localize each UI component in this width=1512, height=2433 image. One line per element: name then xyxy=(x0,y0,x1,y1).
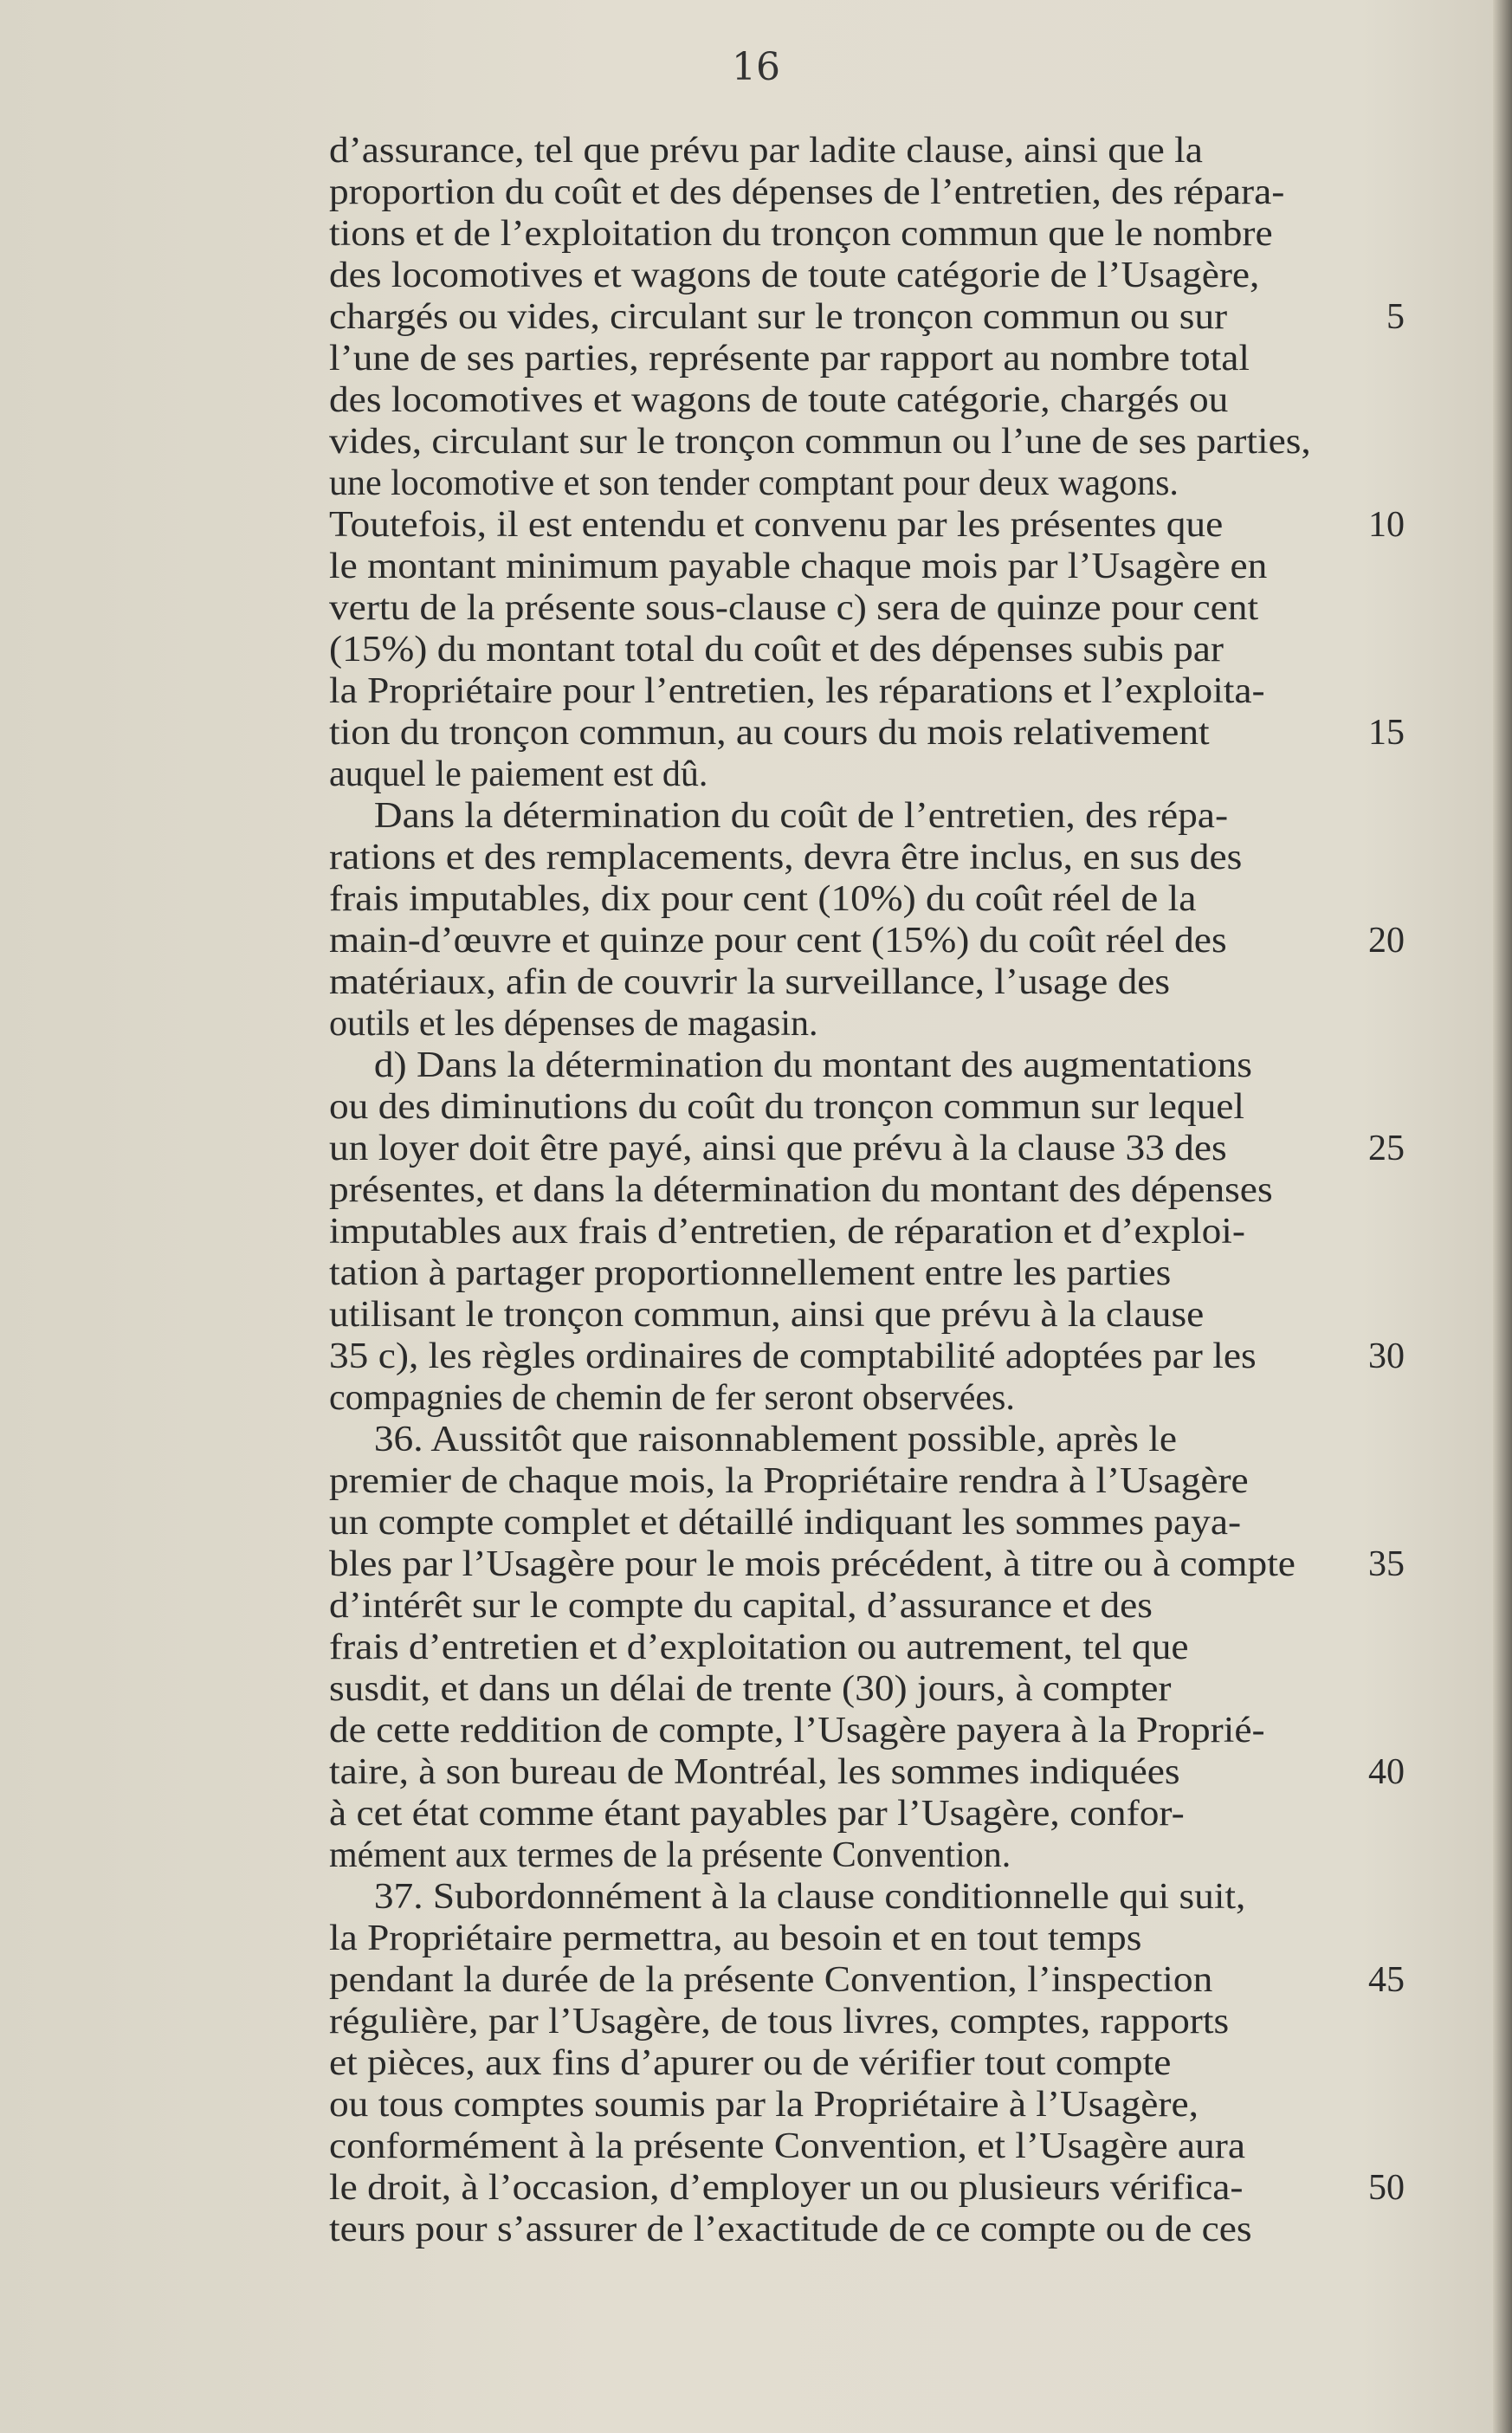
text-line xyxy=(329,1419,1403,1460)
line-text: présentes, et dans la détermination du montant des dépenses xyxy=(329,1170,1273,1210)
line-text: une locomotive et son tender comptant pour deux wagons. xyxy=(329,463,1179,503)
line-text: rations et des remplacements, devra être inclus, en sus des xyxy=(329,838,1243,877)
line-text: premier de chaque mois, la Propriétaire rendra à l’Usagère xyxy=(329,1461,1249,1501)
line-text: d) Dans la détermination du montant des augmentations xyxy=(373,1045,1252,1085)
text-line xyxy=(329,1169,1403,1211)
line-text: outils et les dépenses de magasin. xyxy=(329,1004,818,1044)
line-text: main-d’œuvre et quinze pour cent (15%) du coût réel des xyxy=(329,921,1227,961)
text-line xyxy=(329,2209,1403,2250)
line-text: un loyer doit être payé, ainsi que prévu à la clause 33 des xyxy=(329,1129,1227,1168)
text-line xyxy=(329,1252,1403,1294)
line-text: tation à partager proportionnellement entre les parties xyxy=(329,1253,1172,1293)
text-line xyxy=(329,1710,1403,1751)
text-line xyxy=(329,1793,1403,1834)
line-number: 30 xyxy=(1368,1336,1405,1376)
line-text: et pièces, aux fins d’apurer ou de vérifier tout compte xyxy=(329,2043,1172,2083)
text-line xyxy=(329,2042,1403,2084)
line-text: d’intérêt sur le compte du capital, d’assurance et des xyxy=(329,1586,1153,1626)
text-line xyxy=(329,961,1403,1003)
line-text: conformément à la présente Convention, et l’Usagère aura xyxy=(329,2126,1245,2166)
text-line xyxy=(329,837,1403,878)
text-line xyxy=(329,171,1403,213)
line-text: utilisant le tronçon commun, ainsi que prévu à la clause xyxy=(329,1295,1205,1335)
text-line xyxy=(329,920,1403,961)
line-text: des locomotives et wagons de toute catégorie, chargés ou xyxy=(329,380,1229,420)
line-text: régulière, par l’Usagère, de tous livres, comptes, rapports xyxy=(329,2002,1230,2042)
line-text: ou tous comptes soumis par la Propriétaire à l’Usagère, xyxy=(329,2085,1199,2125)
line-text: un compte complet et détaillé indiquant les sommes paya- xyxy=(329,1503,1242,1543)
line-number: 35 xyxy=(1368,1544,1405,1584)
line-text: taire, à son bureau de Montréal, les sommes indiquées xyxy=(329,1752,1180,1792)
line-text: chargés ou vides, circulant sur le tronçon commun ou sur xyxy=(329,297,1228,337)
text-line xyxy=(329,1460,1403,1502)
line-number: 20 xyxy=(1368,921,1405,961)
text-line xyxy=(329,878,1403,920)
line-text: Toutefois, il est entendu et convenu par les présentes que xyxy=(329,505,1224,545)
text-line xyxy=(329,504,1403,546)
text-line xyxy=(329,1627,1403,1668)
line-number: 40 xyxy=(1368,1752,1405,1792)
line-number: 10 xyxy=(1368,505,1405,545)
line-text: bles par l’Usagère pour le mois précédent, à titre ou à compte xyxy=(329,1544,1296,1584)
line-text: 36. Aussitôt que raisonnablement possible, après le xyxy=(373,1420,1178,1459)
line-text: d’assurance, tel que prévu par ladite clause, ainsi que la xyxy=(329,131,1203,171)
text-line xyxy=(329,1086,1403,1128)
text-line xyxy=(329,255,1403,296)
line-text: de cette reddition de compte, l’Usagère payera à la Proprié- xyxy=(329,1711,1265,1750)
text-line xyxy=(329,421,1403,463)
text-line xyxy=(329,629,1403,670)
line-text: (15%) du montant total du coût et des dépenses subis par xyxy=(329,630,1224,670)
line-number: 5 xyxy=(1386,297,1405,337)
text-line xyxy=(329,296,1403,338)
text-line xyxy=(329,1668,1403,1710)
line-text: 35 c), les règles ordinaires de comptabilité adoptées par les xyxy=(329,1336,1257,1376)
text-line xyxy=(329,213,1403,255)
line-text: vides, circulant sur le tronçon commun ou l’une de ses parties, xyxy=(329,422,1311,462)
line-text: le droit, à l’occasion, d’employer un ou plusieurs vérifica- xyxy=(329,2168,1244,2208)
text-line xyxy=(329,1502,1403,1543)
text-line xyxy=(329,1876,1403,1918)
line-text: tions et de l’exploitation du tronçon commun que le nombre xyxy=(329,214,1273,254)
line-text: susdit, et dans un délai de trente (30) jours, à compter xyxy=(329,1669,1172,1709)
line-text: vertu de la présente sous-clause c) sera de quinze pour cent xyxy=(329,588,1259,628)
line-text: 37. Subordonnément à la clause conditionnelle qui suit, xyxy=(373,1877,1246,1917)
line-text: la Propriétaire permettra, au besoin et en tout temps xyxy=(329,1919,1142,1958)
text-line xyxy=(329,1377,1403,1419)
body-text xyxy=(329,130,1403,2250)
text-line xyxy=(329,1585,1403,1627)
line-text: ou des diminutions du coût du tronçon commun sur lequel xyxy=(329,1087,1245,1127)
text-line xyxy=(329,338,1403,379)
text-line xyxy=(329,1003,1403,1045)
text-line xyxy=(329,379,1403,421)
line-text: des locomotives et wagons de toute catégorie de l’Usagère, xyxy=(329,256,1260,295)
text-line xyxy=(329,1128,1403,1169)
line-text: tion du tronçon commun, au cours du mois relativement xyxy=(329,713,1210,753)
line-text: frais imputables, dix pour cent (10%) du coût réel de la xyxy=(329,879,1197,919)
text-line xyxy=(329,463,1403,504)
page-edge-shadow xyxy=(1493,0,1512,2433)
text-line xyxy=(329,1959,1403,2001)
line-text: mément aux termes de la présente Convention. xyxy=(329,1835,1011,1875)
line-text: Dans la détermination du coût de l’entretien, des répa- xyxy=(373,796,1229,836)
text-line xyxy=(329,587,1403,629)
line-number: 45 xyxy=(1368,1960,1405,2000)
text-line xyxy=(329,1294,1403,1336)
line-text: compagnies de chemin de fer seront observées. xyxy=(329,1378,1015,1418)
line-number: 25 xyxy=(1368,1129,1405,1168)
text-line xyxy=(329,670,1403,712)
line-text: le montant minimum payable chaque mois par l’Usagère en xyxy=(329,547,1268,586)
line-number: 15 xyxy=(1368,713,1405,753)
text-line xyxy=(329,2084,1403,2126)
text-line xyxy=(329,130,1403,171)
text-line xyxy=(329,1045,1403,1086)
text-line xyxy=(329,1211,1403,1252)
text-line xyxy=(329,1834,1403,1876)
line-number: 50 xyxy=(1368,2168,1405,2208)
line-text: proportion du coût et des dépenses de l’entretien, des répara- xyxy=(329,172,1285,212)
text-line xyxy=(329,1751,1403,1793)
text-line xyxy=(329,1336,1403,1377)
page-number: 16 xyxy=(732,45,780,89)
line-text: frais d’entretien et d’exploitation ou autrement, tel que xyxy=(329,1627,1189,1667)
text-line xyxy=(329,712,1403,754)
line-text: à cet état comme étant payables par l’Usagère, confor- xyxy=(329,1794,1185,1834)
line-text: pendant la durée de la présente Convention, l’inspection xyxy=(329,1960,1213,2000)
text-line xyxy=(329,754,1403,795)
line-text: la Propriétaire pour l’entretien, les réparations et l’exploita- xyxy=(329,671,1265,711)
line-text: teurs pour s’assurer de l’exactitude de ce compte ou de ces xyxy=(329,2210,1252,2249)
text-line xyxy=(329,2126,1403,2167)
line-text: matériaux, afin de couvrir la surveillance, l’usage des xyxy=(329,962,1171,1002)
text-line xyxy=(329,1543,1403,1585)
text-line xyxy=(329,546,1403,587)
line-text: auquel le paiement est dû. xyxy=(329,754,708,794)
text-line xyxy=(329,2001,1403,2042)
line-text: imputables aux frais d’entretien, de réparation et d’exploi- xyxy=(329,1212,1245,1252)
text-line xyxy=(329,795,1403,837)
text-line xyxy=(329,2167,1403,2209)
text-line xyxy=(329,1918,1403,1959)
line-text: l’une de ses parties, représente par rapport au nombre total xyxy=(329,339,1250,379)
